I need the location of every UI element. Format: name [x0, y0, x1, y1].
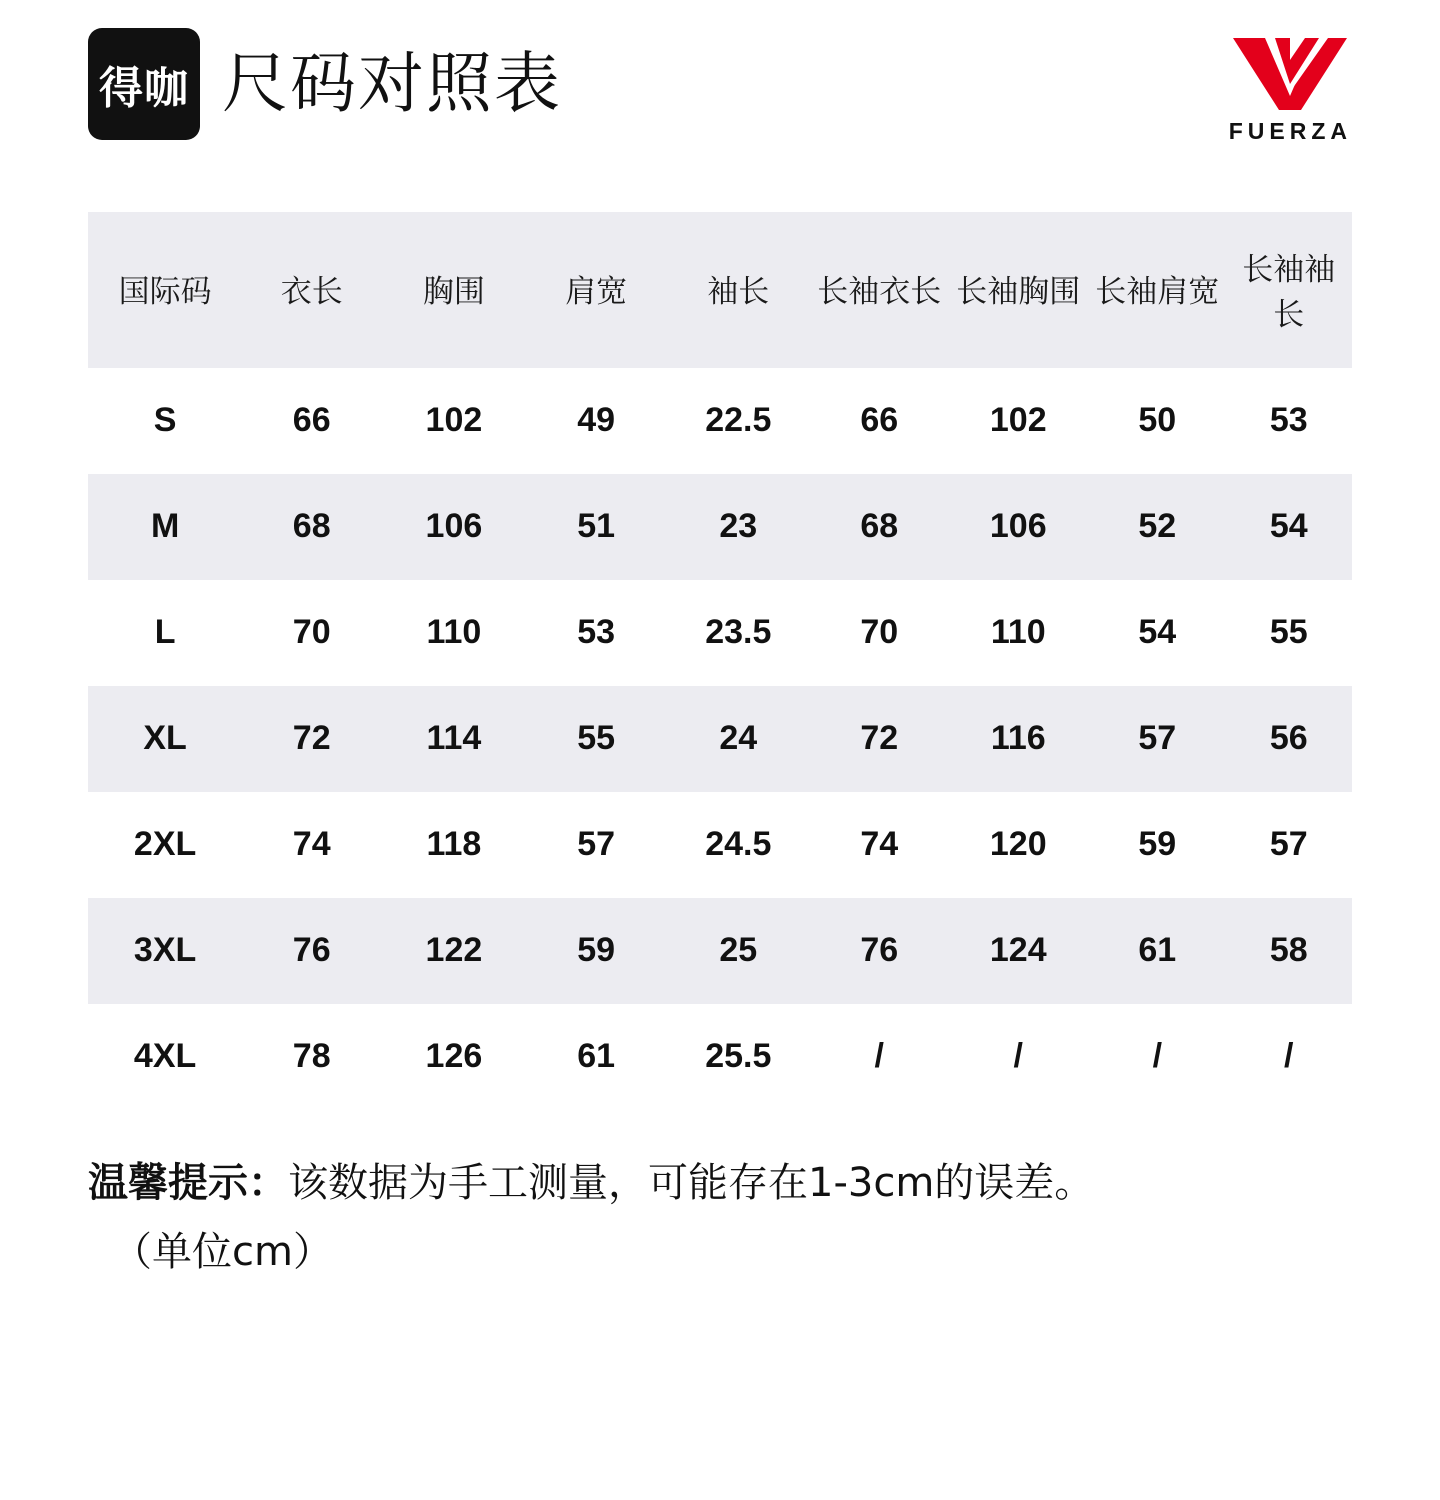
- cell-value: /: [1284, 1037, 1294, 1076]
- column-header-long-sleeve-length: 长袖衣长: [817, 274, 942, 311]
- cell-size: 2XL: [133, 825, 197, 864]
- cell-value: 61: [577, 1037, 616, 1076]
- table-row: [88, 474, 1352, 580]
- cell-value: 24.5: [705, 825, 772, 864]
- cell-value: 116: [990, 719, 1046, 758]
- cell-size: L: [154, 613, 176, 652]
- column-header-long-sleeve-shoulder: 长袖肩宽: [1095, 274, 1220, 311]
- table-row: [88, 368, 1352, 474]
- cell-value: 25.5: [705, 1037, 772, 1076]
- page-header: [88, 0, 1352, 150]
- cell-value: 72: [860, 719, 899, 758]
- cell-value: 120: [989, 825, 1047, 864]
- cell-value: 68: [860, 507, 899, 546]
- cell-value: 25: [719, 931, 758, 970]
- cell-value: /: [874, 1037, 884, 1076]
- column-header-length: 衣长: [280, 274, 343, 311]
- cell-size: XL: [143, 719, 187, 758]
- cell-value: 66: [292, 401, 331, 440]
- table-head: [88, 212, 1352, 368]
- cell-value: 24: [719, 719, 758, 758]
- cell-value: 53: [577, 613, 616, 652]
- column-header-shoulder: 肩宽: [565, 274, 628, 311]
- size-table-container: [88, 212, 1352, 1110]
- cell-value: 57: [1269, 825, 1308, 864]
- cell-value: 54: [1269, 507, 1308, 546]
- column-header-size: 国际码: [118, 274, 212, 311]
- cell-value: 76: [292, 931, 331, 970]
- note-unit: （单位cm）: [112, 1228, 333, 1275]
- table-row: [88, 898, 1352, 1004]
- cell-value: 110: [426, 613, 482, 652]
- size-table: [88, 212, 1352, 1110]
- cell-value: 74: [860, 825, 899, 864]
- note-label: 温馨提示：: [88, 1159, 288, 1206]
- column-header-long-sleeve-sleeve: 长袖袖长: [1242, 252, 1336, 333]
- cell-value: 57: [1138, 719, 1177, 758]
- cell-value: 59: [1138, 825, 1177, 864]
- cell-value: 102: [989, 401, 1047, 440]
- brand-badge: 得咖: [88, 28, 200, 140]
- cell-value: 78: [292, 1037, 331, 1076]
- cell-value: 50: [1138, 401, 1177, 440]
- cell-value: 57: [577, 825, 616, 864]
- cell-value: 74: [292, 825, 331, 864]
- column-header-sleeve: 袖长: [707, 274, 770, 311]
- cell-value: 66: [860, 401, 899, 440]
- cell-value: 55: [1269, 613, 1308, 652]
- cell-value: 53: [1269, 401, 1308, 440]
- cell-value: 70: [292, 613, 331, 652]
- cell-value: 23.5: [705, 613, 772, 652]
- cell-value: 49: [577, 401, 616, 440]
- cell-value: 55: [577, 719, 616, 758]
- column-header-long-sleeve-bust: 长袖胸围: [956, 274, 1081, 311]
- cell-value: 122: [425, 931, 483, 970]
- table-row: [88, 580, 1352, 686]
- table-row: [88, 1004, 1352, 1110]
- cell-value: /: [1152, 1037, 1163, 1076]
- cell-size: M: [150, 507, 180, 546]
- title-group: [88, 28, 562, 140]
- cell-value: 106: [989, 507, 1047, 546]
- brand-wordmark: FUERZA: [1228, 118, 1352, 144]
- cell-value: 58: [1269, 931, 1308, 970]
- cell-value: 70: [860, 613, 899, 652]
- column-header-bust: 胸围: [422, 274, 485, 311]
- cell-value: 110: [990, 613, 1046, 652]
- cell-value: 106: [425, 507, 483, 546]
- page-title: 尺码对照表: [222, 45, 562, 122]
- table-body: [88, 368, 1352, 1110]
- cell-value: 23: [719, 507, 758, 546]
- cell-value: 22.5: [705, 401, 772, 440]
- note-text: 该数据为手工测量，可能存在1-3cm的误差。: [288, 1159, 1095, 1206]
- brand-logo: [1229, 28, 1352, 145]
- cell-size: 3XL: [133, 931, 197, 970]
- cell-value: 124: [989, 931, 1047, 970]
- cell-value: 118: [426, 825, 482, 864]
- table-row: [88, 792, 1352, 898]
- cell-value: 52: [1138, 507, 1177, 546]
- cell-value: 102: [425, 401, 483, 440]
- table-header-row: [88, 212, 1352, 368]
- fuerza-v-logo-icon: [1231, 34, 1349, 112]
- cell-value: 72: [292, 719, 331, 758]
- cell-value: 68: [292, 507, 331, 546]
- cell-value: 126: [425, 1037, 483, 1076]
- cell-size: 4XL: [133, 1037, 197, 1076]
- cell-value: 56: [1269, 719, 1308, 758]
- cell-value: 76: [860, 931, 899, 970]
- cell-value: 51: [577, 507, 616, 546]
- cell-value: 61: [1138, 931, 1177, 970]
- cell-value: 59: [577, 931, 616, 970]
- cell-value: 54: [1138, 613, 1177, 652]
- cell-value: /: [1013, 1037, 1023, 1076]
- footer-note: [88, 1152, 1352, 1214]
- table-row: [88, 686, 1352, 792]
- cell-size: S: [153, 401, 177, 440]
- cell-value: 114: [426, 719, 482, 758]
